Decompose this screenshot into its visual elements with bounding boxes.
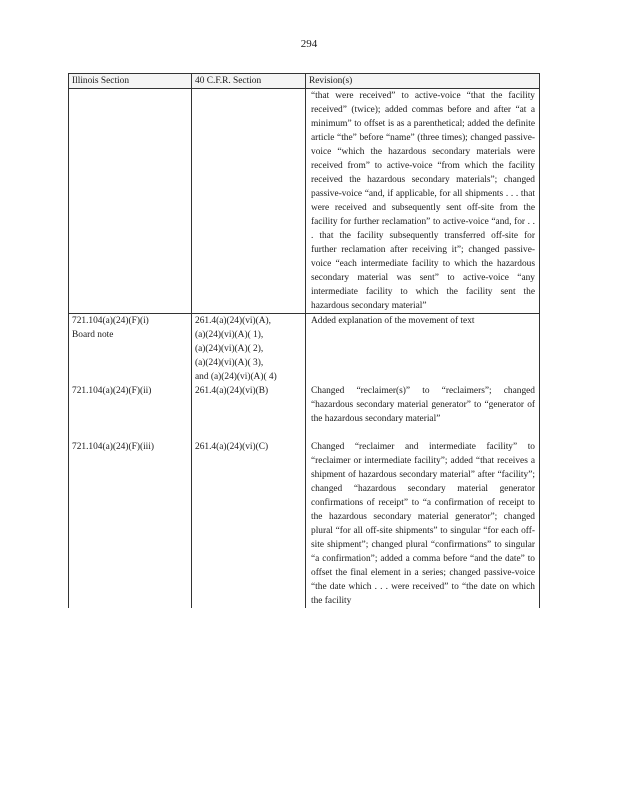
cfr-section-cell xyxy=(192,426,306,608)
cfr-section-line: 261.4(a)(24)(vi)(B) xyxy=(195,386,269,396)
cfr-section-line: (a)(24)(vi)(A)( 1), xyxy=(195,330,264,340)
revision-cell: Changed “reclaimer and intermediate facility” to “reclaimer or intermediate facility”; added “that receives a shipment of hazardous secondary material” after “facility”; changed “hazardous secondary material generator confirmations of receipt” to “a confirmation of receipt to the hazardous secondary material generator”; changed plural “for all off-site shipments” to singular “for each off-site shipment”; changed plural “confirmations” to singular “a confirmation”; added a comma before “and the date” to offset the final element in a series; changed passive-voice “the date which . . . were received” to “the date on which the facility xyxy=(306,426,540,608)
illinois-section-line: 721.104(a)(24)(F)(iii) xyxy=(72,442,155,452)
table-row xyxy=(69,426,540,608)
illinois-section-cell xyxy=(69,314,192,385)
table-row xyxy=(69,384,540,426)
illinois-section-line: 721.104(a)(24)(F)(i) xyxy=(72,316,149,326)
table-row xyxy=(69,314,540,385)
cfr-section-cell xyxy=(192,384,306,426)
revision-cell: Changed “reclaimer(s)” to “reclaimers”; changed “hazardous secondary material generator” to “generator of the hazardous secondary material” xyxy=(306,384,540,426)
illinois-section-cell xyxy=(69,426,192,608)
table-row xyxy=(69,89,540,314)
cfr-section-line: 261.4(a)(24)(vi)(A), xyxy=(195,316,272,326)
page-number: 294 xyxy=(300,38,318,50)
illinois-section-line: 721.104(a)(24)(F)(ii) xyxy=(72,386,152,396)
cfr-section-line: (a)(24)(vi)(A)( 3), xyxy=(195,358,264,368)
revision-cell: “that were received” to active-voice “that the facility received” (twice); added commas before and after “at a minimum” to offset is as a parenthetical; added the definite article “the” before “name” (three times); changed passive-voice “which the hazardous secondary materials were received from” to active-voice “from which the facility received the hazardous secondary materials”; changed passive-voice “and, if applicable, for all shipments . . . that were received and subsequently sent off-site from the facility for further reclamation” to active-voice “and, for . . . that the facility subsequently transferred off-site for further reclamation after receiving it”; changed passive-voice “each intermediate facility to which the hazardous secondary material was sent” to active-voice “any intermediate facility to which the facility sent the hazardous secondary material” xyxy=(306,89,540,314)
table-header-row xyxy=(69,74,540,89)
illinois-section-cell xyxy=(69,89,192,314)
revisions-header: Revision(s) xyxy=(306,74,540,89)
cfr-section-cell xyxy=(192,89,306,314)
table-body xyxy=(69,89,540,609)
illinois-section-cell xyxy=(69,384,192,426)
cfr-section-line: and (a)(24)(vi)(A)( 4) xyxy=(195,372,277,382)
cfr-section-header: 40 C.F.R. Section xyxy=(192,74,306,89)
cfr-section-line: (a)(24)(vi)(A)( 2), xyxy=(195,344,264,354)
cfr-section-line: 261.4(a)(24)(vi)(C) xyxy=(195,442,269,452)
board-note-label: Board note xyxy=(72,330,114,340)
cfr-section-cell xyxy=(192,314,306,385)
revision-table xyxy=(68,73,540,608)
revision-cell: Added explanation of the movement of text xyxy=(306,314,540,385)
illinois-section-header: Illinois Section xyxy=(69,74,192,89)
